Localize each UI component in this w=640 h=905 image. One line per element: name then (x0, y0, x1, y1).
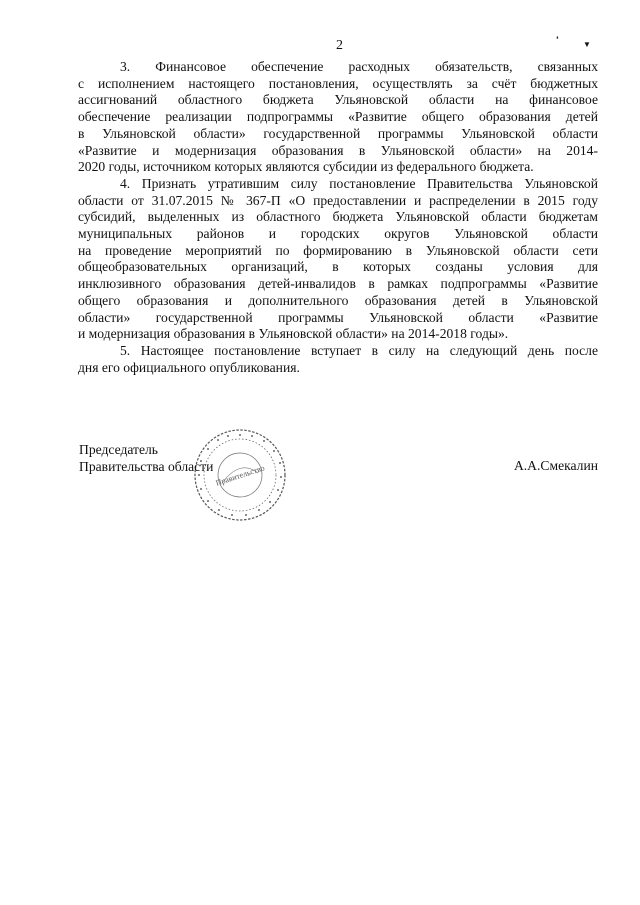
text-line: общего образования и дополнительного образования детей в Ульяновской (78, 292, 598, 308)
text-line: 2020 годы, источником которых являются субсидии из федерального бюджета. (78, 159, 534, 175)
text-line: обеспечение реализации подпрограммы «Развитие общего образования детей (78, 109, 598, 125)
paragraph-5-effective (78, 343, 598, 376)
paragraph-4-repeal (78, 176, 598, 343)
text-line: субсидий, выделенных из областного бюджета Ульяновской области бюджетам (78, 209, 598, 225)
scan-mark: ▼ (583, 40, 591, 49)
text-line: муниципальных районов и городских округов Ульяновской области (78, 226, 598, 242)
text-line: 5. Настоящее постановление вступает в силу на следующий день после (120, 342, 598, 358)
text-line: инклюзивного образования детей-инвалидов в рамках подпрограммы «Развитие (78, 276, 598, 292)
text-line: 3. Финансовое обеспечение расходных обязательств, связанных (120, 59, 598, 74)
signer-title (79, 441, 213, 475)
text-line: с исполнением настоящего постановления, осуществлять за счёт бюджетных (78, 75, 598, 91)
text-line: в Ульяновской области» государственной программы Ульяновской области (78, 125, 598, 141)
text-line: 4. Признать утратившим силу постановление Правительства Ульяновской (120, 175, 598, 191)
text-line: и модернизация образования в Ульяновской области» на 2014-2018 годы». (78, 326, 509, 342)
signer-title-line: Председатель (79, 442, 158, 457)
text-line: на проведение мероприятий по формированию в Ульяновской области сети (78, 242, 598, 258)
text-line: области» государственной программы Ульяновской области «Развитие (78, 309, 598, 325)
text-line: общеобразовательных организаций, в которых созданы условия для (78, 259, 598, 275)
text-line: области от 31.07.2015 № 367-П «О предоставлении и распределении в 2015 году (78, 192, 598, 208)
seal-text: Правительство (214, 463, 266, 488)
signer-title-line: Правительства области (79, 459, 214, 474)
text-line: дня его официального опубликования. (78, 359, 300, 375)
signer-name: А.А.Смекалин (513, 458, 598, 473)
document-body (78, 59, 598, 376)
page-number: 2 (336, 38, 343, 53)
text-line: ассигнований областного бюджета Ульяновской области на финансовое (78, 92, 598, 108)
paragraph-3-funding (78, 59, 598, 176)
text-line: «Развитие и модернизация образования в Ульяновской области» на 2014- (78, 142, 598, 158)
scan-mark: ❛ (556, 35, 559, 44)
